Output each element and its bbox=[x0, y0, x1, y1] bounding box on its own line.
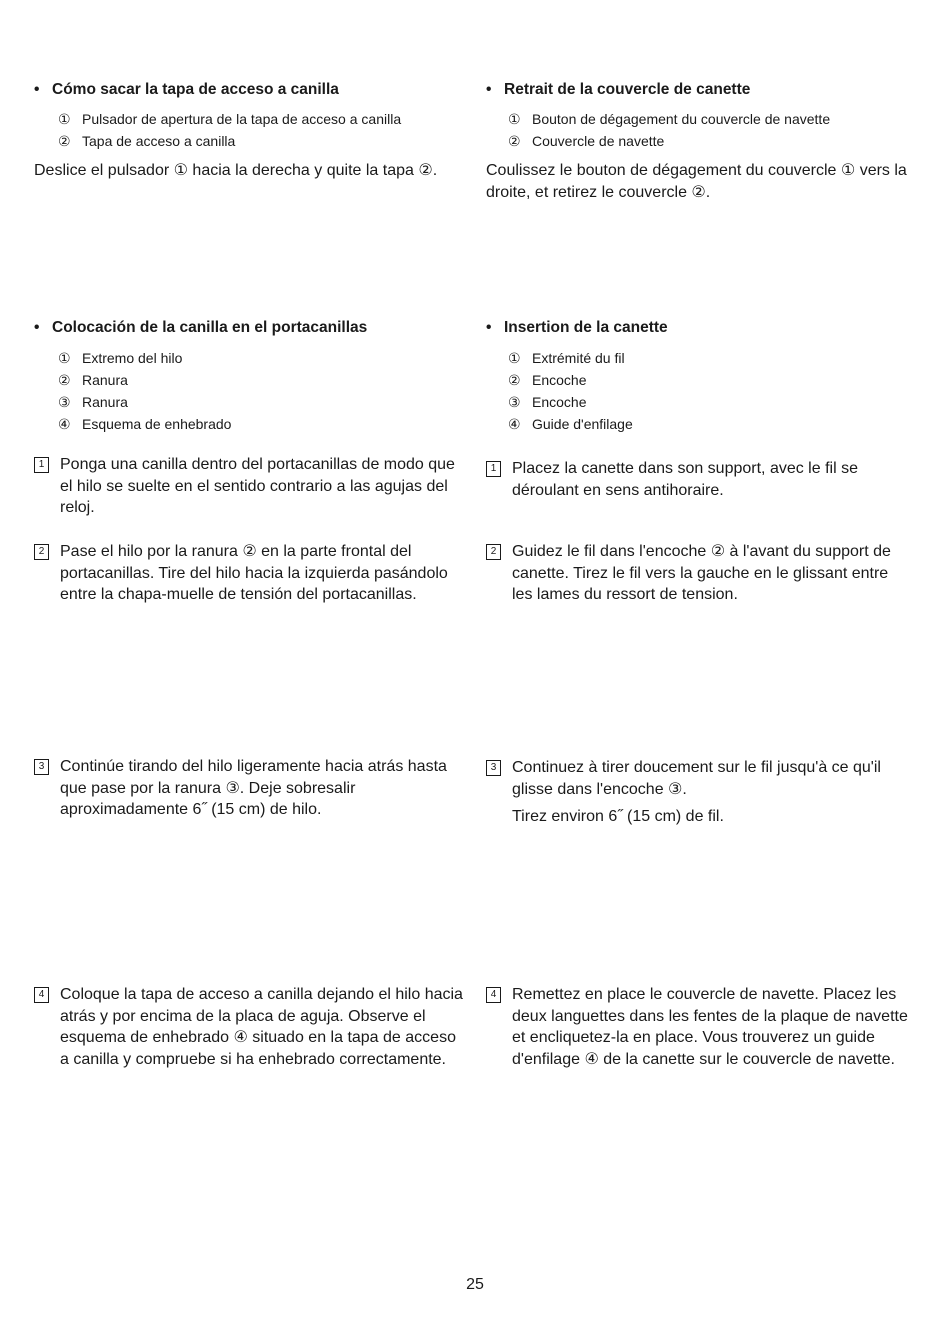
legend-text: Tapa de acceso a canilla bbox=[82, 133, 236, 149]
step-fr-3 bbox=[486, 757, 910, 828]
legend-item bbox=[58, 108, 401, 130]
step-number-box: 2 bbox=[486, 544, 501, 560]
legend-list-fr-1 bbox=[508, 108, 830, 152]
bullet-mark: • bbox=[34, 81, 40, 98]
legend-number: ③ bbox=[508, 394, 521, 410]
step-fr-2 bbox=[486, 541, 910, 606]
legend-text: Extremo del hilo bbox=[82, 350, 183, 366]
legend-text: Guide d'enfilage bbox=[532, 416, 633, 432]
legend-number: ④ bbox=[58, 416, 71, 432]
step-es-2 bbox=[34, 541, 464, 606]
legend-number: ② bbox=[58, 372, 71, 388]
step-text: Coloque la tapa de acceso a canilla dejando el hilo hacia atrás y por encima de la placa de aguja. Observe el esquema de enhebrado ④ situado en la tapa de acceso a canilla y compruebe si ha enhebrado correctamente. bbox=[60, 986, 463, 1068]
legend-text: Extrémité du fil bbox=[532, 350, 625, 366]
section-heading-fr-remove-cover bbox=[486, 80, 750, 100]
legend-item bbox=[508, 130, 830, 152]
step-text-wrap bbox=[512, 757, 910, 828]
step-text: Guidez le fil dans l'encoche ② à l'avant du support de canette. Tirez le fil vers la gauche en le glissant entre les lames du ressort de tension. bbox=[512, 543, 891, 603]
heading-text: Colocación de la canilla en el portacanillas bbox=[52, 319, 368, 336]
legend-text: Bouton de dégagement du couvercle de navette bbox=[532, 111, 831, 127]
legend-text: Esquema de enhebrado bbox=[82, 416, 232, 432]
paragraph-fr-remove-cover: Coulissez le bouton de dégagement du couvercle ① vers la droite, et retirez le couvercle ②. bbox=[486, 162, 907, 201]
legend-list-es-2 bbox=[58, 347, 231, 435]
legend-text: Couvercle de navette bbox=[532, 133, 665, 149]
heading-text: Insertion de la canette bbox=[504, 319, 668, 336]
bullet-mark: • bbox=[486, 319, 492, 336]
heading-text: Cómo sacar la tapa de acceso a canilla bbox=[52, 81, 339, 98]
legend-item bbox=[58, 391, 231, 413]
legend-item bbox=[58, 369, 231, 391]
section-heading-fr-insert-bobbin bbox=[486, 318, 668, 338]
step-text: Remettez en place le couvercle de navette. Placez les deux languettes dans les fentes de la plaque de navette et encliquetez-la en place. Vous trouverez un guide d'enfilage ④ de la canette sur le couvercle de navette. bbox=[512, 986, 908, 1068]
legend-number: ① bbox=[58, 111, 71, 127]
legend-item bbox=[58, 130, 401, 152]
legend-number: ① bbox=[508, 111, 521, 127]
step-text: Placez la canette dans son support, avec le fil se déroulant en sens antihoraire. bbox=[512, 460, 858, 499]
section-heading-es-insert-bobbin bbox=[34, 318, 367, 338]
legend-number: ③ bbox=[58, 394, 71, 410]
step-text: Continúe tirando del hilo ligeramente hacia atrás hasta que pase por la ranura ③. Deje sobresalir aproximadamente 6˝ (15 cm) de hilo. bbox=[60, 758, 447, 818]
step-number-box: 4 bbox=[34, 987, 49, 1003]
legend-number: ② bbox=[508, 372, 521, 388]
step-number-box: 1 bbox=[34, 457, 49, 473]
step-number-box: 1 bbox=[486, 461, 501, 477]
legend-item bbox=[58, 347, 231, 369]
step-text: Ponga una canilla dentro del portacanillas de modo que el hilo se suelte en el sentido contrario a las agujas del reloj. bbox=[60, 456, 455, 516]
legend-item bbox=[58, 413, 231, 435]
step-number-box: 4 bbox=[486, 987, 501, 1003]
step-es-3 bbox=[34, 756, 464, 821]
legend-number: ④ bbox=[508, 416, 521, 432]
legend-number: ② bbox=[508, 133, 521, 149]
section-heading-es-remove-cover bbox=[34, 80, 339, 100]
legend-text: Ranura bbox=[82, 394, 128, 410]
legend-list-fr-2 bbox=[508, 347, 633, 435]
heading-text: Retrait de la couvercle de canette bbox=[504, 81, 751, 98]
legend-number: ① bbox=[508, 350, 521, 366]
legend-text: Pulsador de apertura de la tapa de acceso a canilla bbox=[82, 111, 402, 127]
legend-item bbox=[508, 108, 830, 130]
bullet-mark: • bbox=[34, 319, 40, 336]
legend-item bbox=[508, 347, 633, 369]
step-fr-1 bbox=[486, 458, 910, 501]
legend-item bbox=[508, 413, 633, 435]
step-text: Pase el hilo por la ranura ② en la parte frontal del portacanillas. Tire del hilo hacia la izquierda pasándolo entre la chapa-muelle de tensión del portacanillas. bbox=[60, 543, 448, 603]
legend-item bbox=[508, 391, 633, 413]
step-es-4 bbox=[34, 984, 464, 1070]
step-number-box: 3 bbox=[34, 759, 49, 775]
step-number-box: 2 bbox=[34, 544, 49, 560]
legend-list-es-1 bbox=[58, 108, 401, 152]
step-es-1 bbox=[34, 454, 464, 519]
step-number-box: 3 bbox=[486, 760, 501, 776]
page-number: 25 bbox=[466, 1276, 484, 1293]
step-text: Continuez à tirer doucement sur le fil jusqu'à ce qu'il glisse dans l'encoche ③. bbox=[512, 759, 881, 798]
legend-text: Ranura bbox=[82, 372, 128, 388]
legend-text: Encoche bbox=[532, 372, 587, 388]
legend-number: ① bbox=[58, 350, 71, 366]
step-fr-4 bbox=[486, 984, 910, 1070]
step-extra-text: Tirez environ 6˝ (15 cm) de fil. bbox=[512, 808, 724, 825]
legend-item bbox=[508, 369, 633, 391]
bullet-mark: • bbox=[486, 81, 492, 98]
paragraph-es-remove-cover: Deslice el pulsador ① hacia la derecha y quite la tapa ②. bbox=[34, 162, 438, 179]
legend-number: ② bbox=[58, 133, 71, 149]
legend-text: Encoche bbox=[532, 394, 587, 410]
